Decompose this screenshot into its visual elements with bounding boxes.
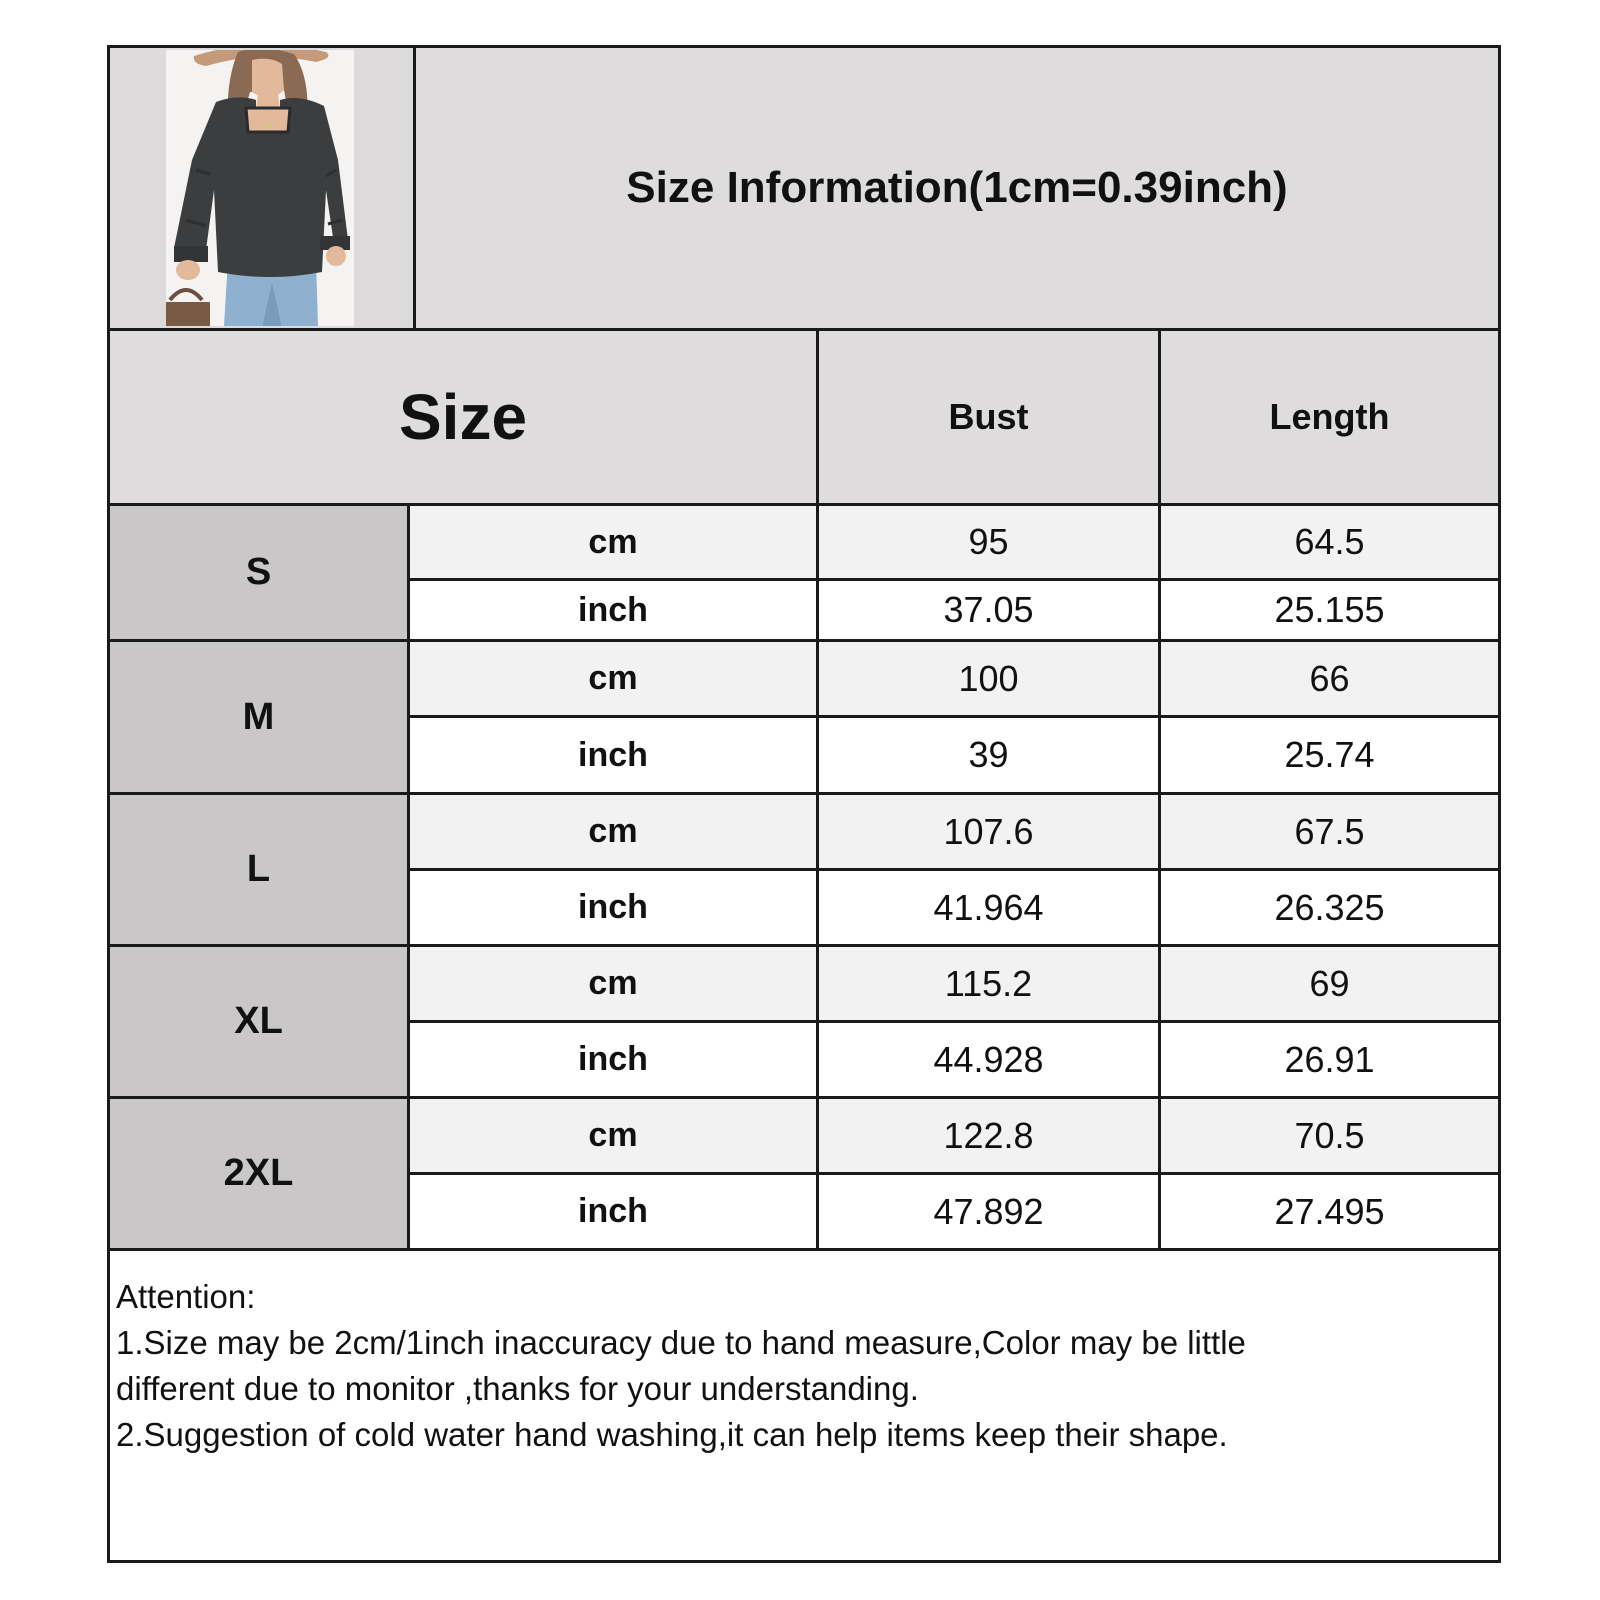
size-label-s: S bbox=[110, 506, 410, 642]
unit-inch: inch bbox=[410, 871, 819, 947]
length-inch-l: 26.325 bbox=[1161, 871, 1498, 947]
bust-cm-xl: 115.2 bbox=[819, 947, 1161, 1023]
size-label-2xl: 2XL bbox=[110, 1099, 410, 1251]
bust-cm-2xl: 122.8 bbox=[819, 1099, 1161, 1175]
size-chart bbox=[107, 45, 1501, 1563]
unit-inch: inch bbox=[410, 1175, 819, 1251]
unit-cm: cm bbox=[410, 795, 819, 871]
length-cm-s: 64.5 bbox=[1161, 506, 1498, 581]
bust-cm-l: 107.6 bbox=[819, 795, 1161, 871]
attention-line-3: 2.Suggestion of cold water hand washing,it can help items keep their shape. bbox=[116, 1416, 1228, 1453]
unit-cm: cm bbox=[410, 642, 819, 718]
bust-cm-s: 95 bbox=[819, 506, 1161, 581]
size-label-l: L bbox=[110, 795, 410, 947]
length-cm-xl: 69 bbox=[1161, 947, 1498, 1023]
length-cm-2xl: 70.5 bbox=[1161, 1099, 1498, 1175]
bust-inch-2xl: 47.892 bbox=[819, 1175, 1161, 1251]
header-length: Length bbox=[1161, 331, 1498, 506]
length-inch-xl: 26.91 bbox=[1161, 1023, 1498, 1099]
unit-inch: inch bbox=[410, 1023, 819, 1099]
unit-cm: cm bbox=[410, 1099, 819, 1175]
header-bust: Bust bbox=[819, 331, 1161, 506]
bust-inch-s: 37.05 bbox=[819, 581, 1161, 642]
bust-cm-m: 100 bbox=[819, 642, 1161, 718]
bust-inch-l: 41.964 bbox=[819, 871, 1161, 947]
length-cm-l: 67.5 bbox=[1161, 795, 1498, 871]
length-inch-2xl: 27.495 bbox=[1161, 1175, 1498, 1251]
product-photo-icon bbox=[166, 50, 354, 326]
product-photo bbox=[166, 50, 354, 326]
length-inch-s: 25.155 bbox=[1161, 581, 1498, 642]
header-size: Size bbox=[110, 331, 819, 506]
unit-cm: cm bbox=[410, 506, 819, 581]
length-cm-m: 66 bbox=[1161, 642, 1498, 718]
unit-cm: cm bbox=[410, 947, 819, 1023]
size-label-xl: XL bbox=[110, 947, 410, 1099]
unit-inch: inch bbox=[410, 718, 819, 795]
unit-inch: inch bbox=[410, 581, 819, 642]
product-photo-cell bbox=[110, 48, 416, 331]
page-title: Size Information(1cm=0.39inch) bbox=[416, 48, 1498, 331]
attention-heading: Attention: bbox=[116, 1278, 256, 1315]
size-label-m: M bbox=[110, 642, 410, 795]
length-inch-m: 25.74 bbox=[1161, 718, 1498, 795]
attention-line-2: different due to monitor ,thanks for your understanding. bbox=[116, 1370, 919, 1407]
bust-inch-xl: 44.928 bbox=[819, 1023, 1161, 1099]
attention-line-1: 1.Size may be 2cm/1inch inaccuracy due to hand measure,Color may be little bbox=[116, 1324, 1246, 1361]
attention-notes bbox=[110, 1270, 1498, 1560]
bust-inch-m: 39 bbox=[819, 718, 1161, 795]
